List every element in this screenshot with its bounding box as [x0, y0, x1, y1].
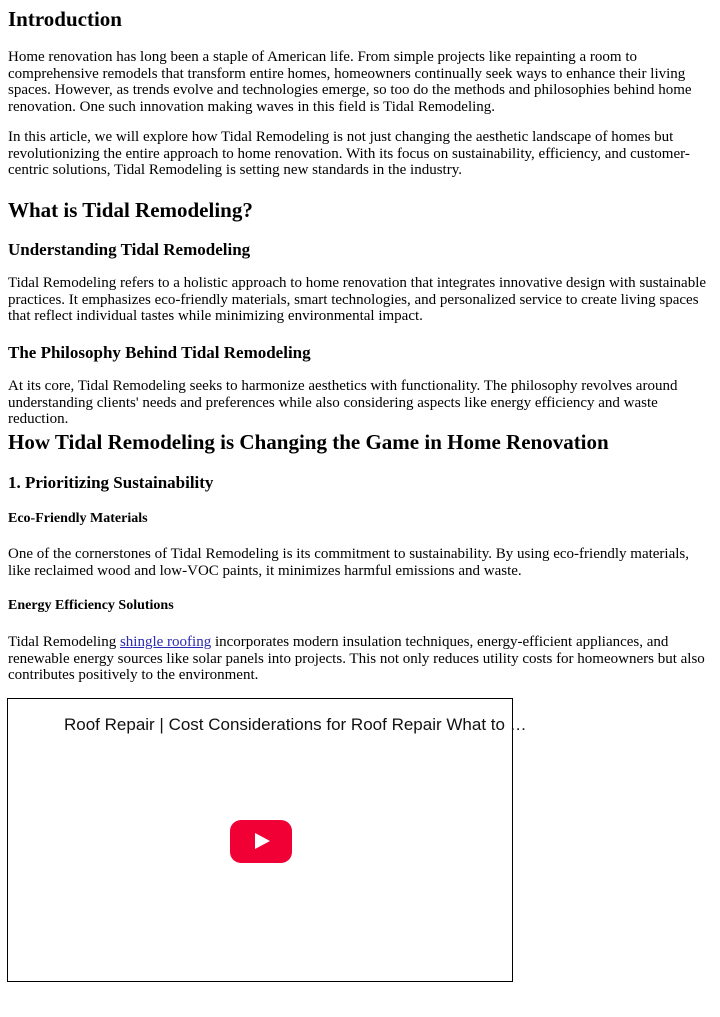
eco-materials-heading: Eco-Friendly Materials [8, 511, 148, 526]
sustainability-heading: 1. Prioritizing Sustainability [8, 473, 214, 492]
youtube-play-icon[interactable] [230, 820, 292, 863]
intro-heading: Introduction [8, 7, 122, 31]
play-triangle-icon [255, 833, 270, 849]
video-embed[interactable] [7, 698, 527, 982]
shingle-roofing-link[interactable]: shingle roofing [119, 634, 212, 650]
video-title[interactable]: Roof Repair | Cost Considerations for Roof Repair What to … [64, 715, 527, 734]
understanding-paragraph: Tidal Remodeling refers to a holistic approach to home renovation that integrates innovative design with sustainable practices. It emphasizes eco-friendly materials, smart technologies, and personalized service to create living spaces that reflect individual tastes while minimizing environmental impact. [8, 275, 707, 324]
energy-paragraph [8, 634, 712, 684]
energy-text-after: incorporates modern insulation techniques, energy-efficient appliances, and renewable energy sources like solar panels into projects. This not only reduces utility costs for homeowners but also contributes positively to the environment. [8, 634, 705, 683]
intro-paragraph-2: In this article, we will explore how Tidal Remodeling is not just changing the aesthetic landscape of homes but revolutionizing the entire approach to home renovation. With its focus on sustainability, efficiency, and customer-centric solutions, Tidal Remodeling is setting new standards in the industry. [8, 129, 690, 178]
how-heading: How Tidal Remodeling is Changing the Game in Home Renovation [8, 430, 609, 454]
eco-materials-paragraph: One of the cornerstones of Tidal Remodeling is its commitment to sustainability. By using eco-friendly materials, like reclaimed wood and low-VOC paints, it minimizes harmful emissions and waste. [8, 546, 690, 579]
what-heading: What is Tidal Remodeling? [8, 198, 253, 222]
understanding-heading: Understanding Tidal Remodeling [8, 240, 251, 259]
intro-paragraph-1: Home renovation has long been a staple of American life. From simple projects like repainting a room to comprehensive remodels that transform entire homes, homeowners continually seek ways to enhance their living spaces. However, as trends evolve and technologies emerge, so too do the methods and philosophies behind home renovation. One such innovation making waves in this field is Tidal Remodeling. [8, 49, 692, 115]
philosophy-heading: The Philosophy Behind Tidal Remodeling [8, 343, 311, 362]
energy-heading: Energy Efficiency Solutions [8, 598, 174, 613]
energy-text-before: Tidal Remodeling [8, 634, 120, 650]
philosophy-paragraph: At its core, Tidal Remodeling seeks to harmonize aesthetics with functionality. The philosophy revolves around understanding clients' needs and preferences while also considering aspects like energy efficiency and waste reduction. [8, 378, 678, 427]
